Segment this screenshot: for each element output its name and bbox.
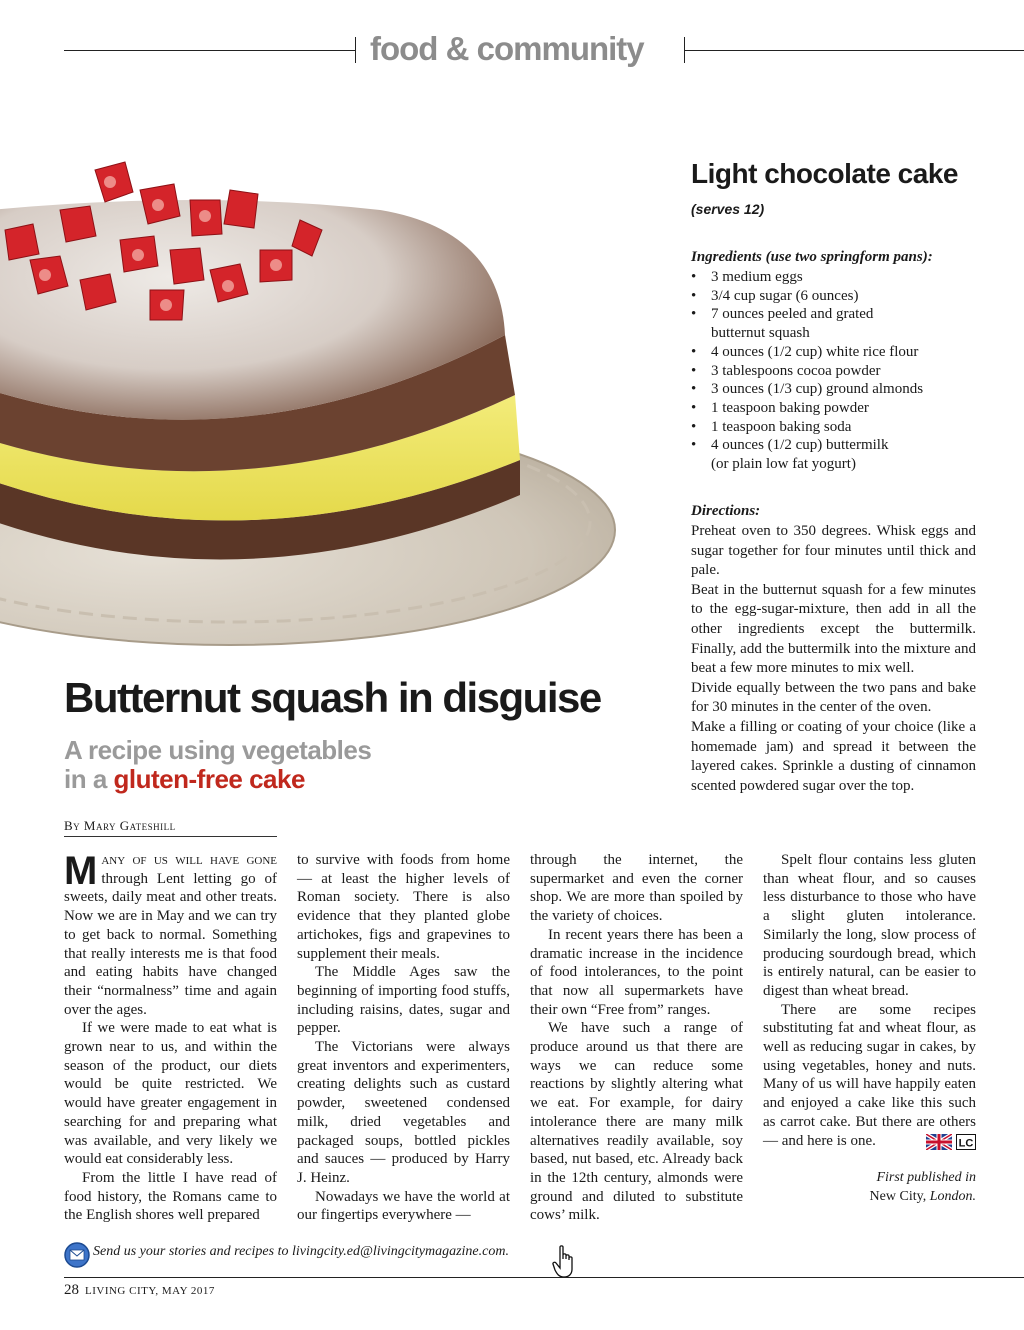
article-subtitle [64,736,371,794]
lc-logo-text: LC [958,1137,974,1150]
lead-smallcaps: any of us will have gone [101,852,277,868]
directions-heading: Directions: [691,503,761,519]
article-column-1 [64,851,277,1225]
article-column-2 [297,851,510,1225]
ingredient-item: • 3 ounces (1/3 cup) ground almonds [691,380,991,399]
paragraph: Spelt flour contains less gluten than wheat flour, and so causes less disturbance to those who have a slight gluten intolerance. Similarly the long, slow process of producing sourdough bread, which is entirely natural, can be easier to digest than wheat bread. [763,852,976,999]
ingredients-list [691,268,991,474]
credit [763,1168,976,1206]
ingredient-item: • 3 medium eggs [691,268,991,287]
lc-logo-icon [956,1134,976,1150]
ingredient-item: • 4 ounces (1/2 cup) white rice flour [691,343,991,362]
paragraph: through the internet, the supermarket and even the corner shop. We are more than spoiled by the variety of choices. [530,852,743,925]
ingredient-item: • 1 teaspoon baking powder [691,399,991,418]
hand-pointer-icon [552,1245,578,1279]
paragraph: The Victorians were always great inventors and experimenters, creating delights such as custard powder, sweetened condensed milk, dried vegetables and packaged soups, bottled pickles and sauces — produced by Harry J. Heinz. [297,1039,510,1186]
flag-logos [926,1134,976,1150]
header-rule-right [684,50,1024,51]
direction-step: Make a filling or coating of your choice (like a homemade jam) and spread it between the layered cakes. Sprinkle a dusting of cinnamon scented powdered sugar over the top. [691,718,976,794]
paragraph: Nowadays we have the world at our fingertips everywhere — [297,1188,510,1224]
mail-icon [64,1242,90,1268]
paragraph: If we were made to eat what is grown near to us, and within the season of the product, our diets would be quite restricted. We would have greater engagement in searching for and preparing what was available, and very likely we would eat considerably less. [64,1020,277,1168]
subtitle-prefix: in a [64,764,114,794]
section-title: food & community [370,30,644,67]
paragraph: We have such a range of produce around us that there are ways we can reduce some reactions by slightly altering what we eat. For example, for dairy intolerance there are many milk alternatives readily available, soy based, nut based, etc. Already back in the 12th century, almonds were ground and diluted to substitute cows’ milk. [530,1020,743,1224]
publication-name: LIVING CITY, MAY 2017 [85,1285,215,1297]
uk-flag-icon [926,1134,952,1150]
recipe-serves: (serves 12) [691,201,765,217]
ingredients-heading: Ingredients (use two springform pans): [691,249,933,265]
credit-line2: New City, London. [869,1189,976,1205]
paragraph: through Lent letting go of sweets, daily meat and other treats. Now we are in May and we can try to get back to normal. Something that really interests me is that food and eating habits have changed their “normalness” time and again over the ages. [64,870,277,1018]
send-stories-link[interactable]: Send us your stories and recipes to livingcity.ed@livingcitymagazine.com. [93,1244,509,1259]
paragraph-text: There are some recipes substituting fat and wheat flour, as well as reducing sugar in cakes, by using vegetables, honey and nuts. Many of us will have happily eaten and enjoyed a cake like this such as carrot cake. But there are others — and here is one. [763,1001,976,1149]
direction-step: Preheat oven to 350 degrees. Whisk eggs and sugar together for four minutes until thick and pale. [691,523,976,579]
direction-step: Divide equally between the two pans and bake for 30 minutes in the center of the oven. [691,679,976,716]
ingredient-item: • 3 tablespoons cocoa powder [691,362,991,381]
article-column-4 [763,851,976,1206]
header-rule-left [64,50,356,51]
byline: By Mary Gateshill [64,818,277,837]
paragraph: In recent years there has been a dramatic increase in the incidence of food intolerances, to the point that now all supermarkets have their own “Free from” ranges. [530,926,743,1018]
paragraph: to survive with foods from home — at least the higher levels of Roman society. There is also evidence that they planted globe artichokes, figs and grapevines to supplement their meals. [297,852,510,962]
paragraph [763,1001,976,1151]
ingredient-item: • 7 ounces peeled and grated butternut squash [691,305,991,342]
subtitle-accent: gluten-free cake [113,764,305,794]
credit-line1: First published in [876,1170,976,1186]
cake-photo [0,150,620,660]
drop-cap: M [64,849,98,893]
article-column-3 [530,851,743,1225]
ingredient-item: • 3/4 cup sugar (6 ounces) [691,287,991,306]
ingredient-item: • 4 ounces (1/2 cup) buttermilk (or plain low fat yogurt) [691,436,991,473]
lead-paragraph [64,851,277,1019]
footer-rule [64,1277,1024,1278]
direction-step: Beat in the butternut squash for a few minutes to the egg-sugar-mixture, then add in all the other ingredients except the buttermilk. Finally, add the buttermilk into the mixture and beat a few more minutes to mix well. [691,581,976,677]
recipe-title: Light chocolate cake [691,158,958,189]
ingredient-item: • 1 teaspoon baking soda [691,418,991,437]
directions-text [691,522,976,796]
subtitle-line1: A recipe using vegetables [64,735,372,765]
header-tick-left [355,37,356,63]
subtitle-line2 [64,765,371,794]
page-footer [64,1282,215,1299]
paragraph: From the little I have read of food history, the Romans came to the English shores well prepared [64,1169,277,1224]
article-title: Butternut squash in disguise [64,674,601,721]
page-number: 28 [64,1282,79,1298]
paragraph: The Middle Ages saw the beginning of importing food stuffs, including raisins, dates, sugar and pepper. [297,964,510,1037]
